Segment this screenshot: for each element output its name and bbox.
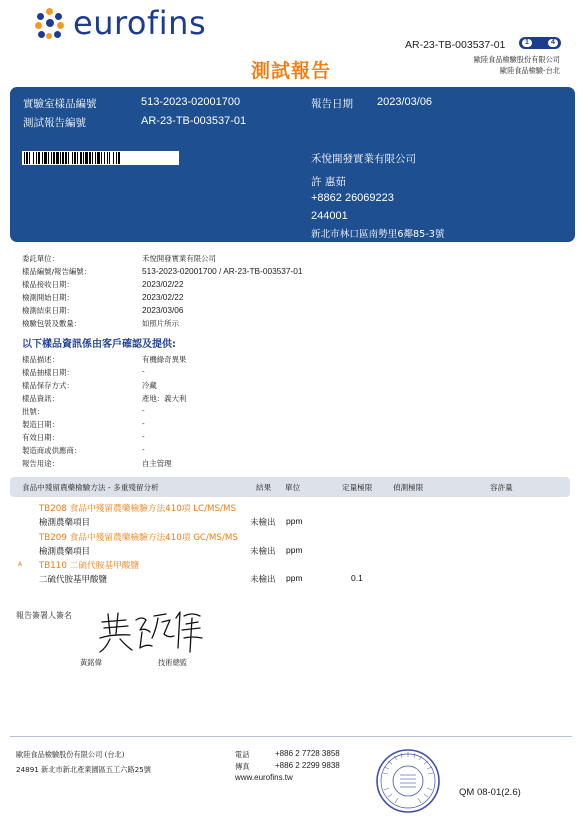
footer-website[interactable]: www.eurofins.tw: [235, 773, 293, 782]
info-key: 樣品接收日期：: [22, 280, 74, 289]
report-date-label: 報告日期: [311, 98, 353, 110]
info-key: 樣品編號/報告編號：: [22, 267, 92, 276]
info-value: 2023/02/22: [142, 292, 184, 302]
report-number-top: AR-23-TB-003537-01: [405, 39, 506, 51]
info-value: 禾悅開發實業有限公司: [142, 254, 216, 263]
item-name: 檢測農藥項目: [39, 518, 91, 528]
info-value: -: [142, 432, 145, 441]
report-no: AR-23-TB-003537-01: [141, 115, 247, 127]
item-result: 未檢出: [250, 518, 276, 528]
footer-divider: [10, 736, 572, 737]
handwritten-signature: [96, 608, 206, 656]
company-header: [474, 55, 560, 76]
info-key: 製造日期：: [22, 420, 59, 429]
info-key: 檢驗包裝及數量：: [22, 319, 82, 328]
accreditation-mark: A: [18, 561, 23, 568]
info-value: -: [142, 445, 145, 454]
barcode: [22, 151, 179, 165]
info-value: -: [142, 419, 145, 428]
item-result: 未檢出: [250, 575, 276, 585]
report-date: 2023/03/06: [377, 96, 433, 108]
eurofins-logo-mark-icon: [34, 7, 66, 39]
info-key: 樣品保存方式：: [22, 381, 74, 390]
info-key: 委託單位：: [22, 254, 59, 263]
page-current: 1: [522, 39, 532, 47]
info-value: 產地：義大利: [142, 394, 187, 403]
client-contact: 許 惠茹: [311, 176, 346, 188]
footer-fax-label: 傳真: [235, 762, 250, 771]
document-title: 測試報告: [250, 60, 331, 82]
info-value: -: [142, 367, 145, 376]
info-key: 樣品抽樣日期：: [22, 368, 74, 377]
info-value: 自主管理: [142, 459, 172, 468]
item-name: 檢測農藥項目: [39, 547, 91, 557]
info-value: 513-2023-02001700 / AR-23-TB-003537-01: [142, 266, 303, 276]
report-summary-panel: [10, 87, 575, 242]
signatory-title: 技術總監: [158, 658, 188, 667]
info-key: 樣品資訊：: [22, 394, 59, 403]
info-value: 如照片所示: [142, 319, 179, 328]
company-seal-icon: [375, 748, 441, 814]
col-tolerance: 容許量: [490, 483, 513, 492]
info-key: 樣品描述：: [22, 355, 59, 364]
info-value: -: [142, 406, 145, 415]
col-loq: 定量極限: [342, 483, 373, 492]
item-unit: ppm: [286, 516, 303, 526]
footer-company: 歐陸食品檢驗股份有限公司 (台北): [16, 750, 125, 759]
page-indicator: [519, 37, 561, 49]
info-key: 製造商或供應商：: [22, 446, 82, 455]
col-lod: 偵測極限: [393, 483, 424, 492]
method-row: TB209 食品中殘留農藥檢驗方法410項 GC/MS/MS: [39, 533, 238, 543]
brand-name: eurofins: [73, 4, 207, 42]
lab-sample-no: 513-2023-02001700: [141, 96, 241, 108]
info-key: 有效日期：: [22, 433, 59, 442]
info-key: 報告用途：: [22, 459, 59, 468]
info-value: 2023/03/06: [142, 305, 184, 315]
client-postcode: 244001: [311, 210, 348, 222]
col-unit: 單位: [285, 483, 301, 492]
footer-phone-label: 電話: [235, 750, 250, 759]
footer-phone: +886 2 7728 3858: [275, 749, 340, 758]
eurofins-logo: [34, 4, 206, 42]
results-table-header: [10, 477, 570, 497]
footer-fax: +886 2 2299 9838: [275, 761, 340, 770]
col-method: 食品中殘留農藥檢驗方法 - 多重殘留分析: [22, 483, 159, 492]
page-total: 4: [548, 39, 558, 47]
company-header-line1: 歐陸食品檢驗股份有限公司: [473, 55, 560, 64]
info-key: 檢測開始日期：: [22, 293, 74, 302]
signatory-label: 報告簽署人簽名: [16, 611, 72, 620]
info-value: 2023/02/22: [142, 279, 184, 289]
method-row: TB110 二硫代胺基甲酸鹽: [39, 561, 140, 571]
footer-address: 24891 新北市新北產業園區五工六路25號: [16, 765, 151, 774]
info-key: 檢測結束日期：: [22, 306, 74, 315]
item-loq: 0.1: [351, 573, 363, 583]
item-unit: ppm: [286, 545, 303, 555]
info-key: 批號：: [22, 407, 45, 416]
company-header-line2: 歐陸食品檢驗-台北: [499, 65, 560, 75]
info-value: 冷藏: [142, 381, 157, 390]
form-code: QM 08-01(2.6): [459, 787, 521, 798]
client-phone: +8862 26069223: [311, 192, 394, 204]
item-name: 二硫代胺基甲酸鹽: [39, 575, 108, 585]
info-value: 有機綠奇異果: [142, 355, 187, 364]
col-result: 結果: [256, 483, 272, 492]
method-row: TB208 食品中殘留農藥檢驗方法410項 LC/MS/MS: [39, 504, 236, 514]
report-no-label: 測試報告編號: [23, 117, 86, 129]
client-company: 禾悅開發實業有限公司: [311, 153, 416, 165]
item-unit: ppm: [286, 573, 303, 583]
signatory-name: 黃銘偉: [80, 658, 102, 667]
client-address: 新北市林口區南勢里6鄰85-3號: [311, 229, 445, 240]
item-result: 未檢出: [250, 547, 276, 557]
lab-sample-no-label: 實驗室樣品編號: [23, 98, 97, 110]
client-info-heading: 以下樣品資訊係由客戶確認及提供:: [22, 339, 176, 350]
